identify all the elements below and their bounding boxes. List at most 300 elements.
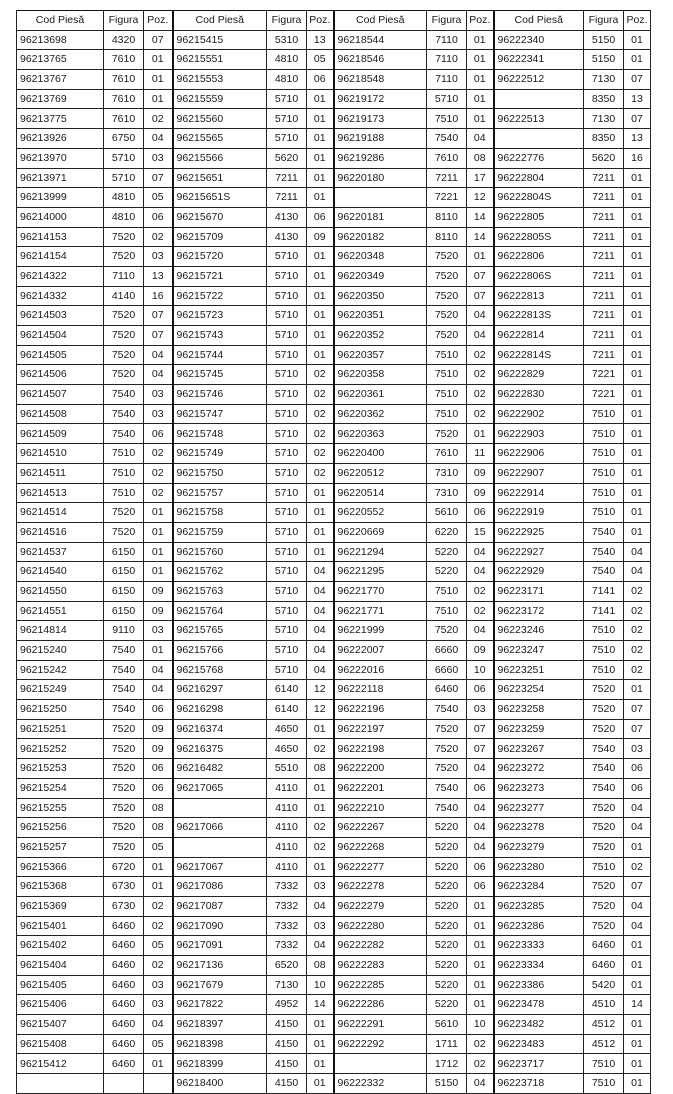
figure-number: 6140 bbox=[267, 680, 307, 700]
position-number: 01 bbox=[467, 424, 494, 444]
figure-number: 7520 bbox=[104, 522, 144, 542]
figure-number: 7520 bbox=[104, 837, 144, 857]
position-number: 16 bbox=[624, 148, 651, 168]
part-code: 96222806S bbox=[494, 266, 584, 286]
position-number: 01 bbox=[624, 837, 651, 857]
figure-number: 7510 bbox=[584, 503, 624, 523]
part-code: 96214505 bbox=[17, 345, 104, 365]
part-code: 96215768 bbox=[173, 660, 267, 680]
figure-number: 7610 bbox=[427, 444, 467, 464]
part-code: 96220348 bbox=[334, 247, 427, 267]
figure-number: 5710 bbox=[104, 148, 144, 168]
position-number: 02 bbox=[144, 227, 173, 247]
position-number bbox=[144, 1074, 173, 1094]
part-code: 96222512 bbox=[494, 70, 584, 90]
figure-number: 7520 bbox=[104, 739, 144, 759]
figure-number: 6460 bbox=[104, 975, 144, 995]
part-code: 96220352 bbox=[334, 326, 427, 346]
figure-number: 7130 bbox=[584, 70, 624, 90]
position-number: 12 bbox=[307, 680, 334, 700]
part-code: 96214508 bbox=[17, 404, 104, 424]
position-number: 01 bbox=[624, 286, 651, 306]
figure-number: 7610 bbox=[104, 89, 144, 109]
figure-number: 4110 bbox=[267, 837, 307, 857]
figure-number: 7510 bbox=[427, 385, 467, 405]
figure-number: 4140 bbox=[104, 286, 144, 306]
figure-number: 5710 bbox=[267, 444, 307, 464]
position-number: 09 bbox=[467, 463, 494, 483]
part-code: 96214506 bbox=[17, 365, 104, 385]
part-code: 96215745 bbox=[173, 365, 267, 385]
figure-number: 7540 bbox=[104, 424, 144, 444]
position-number: 02 bbox=[624, 581, 651, 601]
position-number: 01 bbox=[144, 857, 173, 877]
position-number: 03 bbox=[144, 404, 173, 424]
figure-number: 5710 bbox=[267, 483, 307, 503]
part-code: 96220362 bbox=[334, 404, 427, 424]
position-number: 04 bbox=[624, 798, 651, 818]
table-row bbox=[17, 562, 651, 582]
part-code: 96215368 bbox=[17, 877, 104, 897]
position-number: 01 bbox=[624, 188, 651, 208]
position-number: 02 bbox=[144, 483, 173, 503]
position-number: 01 bbox=[467, 247, 494, 267]
figure-number: 4512 bbox=[584, 1015, 624, 1035]
part-code: 96220669 bbox=[334, 522, 427, 542]
part-code: 96215560 bbox=[173, 109, 267, 129]
figure-number: 5220 bbox=[427, 818, 467, 838]
position-number: 01 bbox=[144, 1054, 173, 1074]
position-number: 04 bbox=[467, 306, 494, 326]
part-code: 96215723 bbox=[173, 306, 267, 326]
part-code: 96220182 bbox=[334, 227, 427, 247]
figure-number: 7510 bbox=[104, 444, 144, 464]
part-code: 96215764 bbox=[173, 601, 267, 621]
position-number: 02 bbox=[467, 1034, 494, 1054]
figure-number: 6660 bbox=[427, 641, 467, 661]
table-row bbox=[17, 1074, 651, 1094]
figure-number: 5710 bbox=[267, 404, 307, 424]
position-number: 01 bbox=[307, 503, 334, 523]
position-number: 04 bbox=[624, 542, 651, 562]
part-code: 96214511 bbox=[17, 463, 104, 483]
figure-number: 7332 bbox=[267, 936, 307, 956]
part-code: 96223277 bbox=[494, 798, 584, 818]
figure-number: 7610 bbox=[104, 50, 144, 70]
figure-number: 7540 bbox=[427, 129, 467, 149]
figure-number: 7211 bbox=[584, 286, 624, 306]
part-code: 96215670 bbox=[173, 207, 267, 227]
figure-number: 5710 bbox=[267, 385, 307, 405]
position-number: 14 bbox=[467, 227, 494, 247]
figure-number: 7310 bbox=[427, 463, 467, 483]
part-code: 96223171 bbox=[494, 581, 584, 601]
position-number: 06 bbox=[467, 877, 494, 897]
table-row bbox=[17, 247, 651, 267]
table-row bbox=[17, 956, 651, 976]
figure-number: 6460 bbox=[104, 995, 144, 1015]
position-number: 10 bbox=[467, 1015, 494, 1035]
part-code: 96215744 bbox=[173, 345, 267, 365]
part-code: 96214000 bbox=[17, 207, 104, 227]
position-number: 04 bbox=[144, 129, 173, 149]
position-number: 01 bbox=[144, 877, 173, 897]
part-code bbox=[173, 837, 267, 857]
part-code: 96223718 bbox=[494, 1074, 584, 1094]
figure-number: 7520 bbox=[427, 739, 467, 759]
figure-number: 7520 bbox=[427, 286, 467, 306]
part-code: 96222007 bbox=[334, 641, 427, 661]
figure-number: 7520 bbox=[584, 798, 624, 818]
part-code: 96215255 bbox=[17, 798, 104, 818]
figure-number: 5310 bbox=[267, 30, 307, 50]
position-number: 02 bbox=[307, 404, 334, 424]
position-number: 01 bbox=[307, 306, 334, 326]
position-number: 01 bbox=[307, 778, 334, 798]
position-number: 01 bbox=[144, 522, 173, 542]
position-number: 01 bbox=[624, 385, 651, 405]
figure-number: 7520 bbox=[584, 700, 624, 720]
code-header: Cod Piesă bbox=[334, 11, 427, 31]
figure-number: 5220 bbox=[427, 936, 467, 956]
part-code: 96220361 bbox=[334, 385, 427, 405]
part-code: 96214322 bbox=[17, 266, 104, 286]
part-code: 96223247 bbox=[494, 641, 584, 661]
figure-number: 7510 bbox=[584, 1074, 624, 1094]
part-code: 96215254 bbox=[17, 778, 104, 798]
position-number: 02 bbox=[144, 444, 173, 464]
part-code: 96213769 bbox=[17, 89, 104, 109]
part-code: 96222813S bbox=[494, 306, 584, 326]
part-code: 96214507 bbox=[17, 385, 104, 405]
position-number: 02 bbox=[307, 837, 334, 857]
position-number: 04 bbox=[624, 562, 651, 582]
table-row bbox=[17, 601, 651, 621]
figure-number: 7540 bbox=[584, 739, 624, 759]
figure-number: 7510 bbox=[427, 365, 467, 385]
part-code: 96215747 bbox=[173, 404, 267, 424]
table-row bbox=[17, 385, 651, 405]
position-number: 13 bbox=[144, 266, 173, 286]
part-code: 96220552 bbox=[334, 503, 427, 523]
position-number: 03 bbox=[624, 739, 651, 759]
table-row bbox=[17, 424, 651, 444]
figure-number: 7520 bbox=[104, 227, 144, 247]
part-code: 96214516 bbox=[17, 522, 104, 542]
figure-number: 7211 bbox=[584, 345, 624, 365]
part-code: 96223267 bbox=[494, 739, 584, 759]
part-code bbox=[173, 798, 267, 818]
part-code: 96222806 bbox=[494, 247, 584, 267]
figure-number: 7540 bbox=[584, 542, 624, 562]
position-number: 09 bbox=[144, 581, 173, 601]
part-code: 96221770 bbox=[334, 581, 427, 601]
part-code: 96222927 bbox=[494, 542, 584, 562]
position-number: 01 bbox=[307, 483, 334, 503]
table-row bbox=[17, 798, 651, 818]
position-number: 02 bbox=[624, 641, 651, 661]
position-number: 09 bbox=[144, 739, 173, 759]
figure-number: 7520 bbox=[584, 680, 624, 700]
position-number: 02 bbox=[624, 621, 651, 641]
position-number: 09 bbox=[144, 601, 173, 621]
figure-number: 6460 bbox=[104, 1034, 144, 1054]
figure-number: 5710 bbox=[267, 129, 307, 149]
part-code: 96215748 bbox=[173, 424, 267, 444]
figure-number: 5710 bbox=[267, 522, 307, 542]
table-row bbox=[17, 1034, 651, 1054]
part-code: 96215565 bbox=[173, 129, 267, 149]
figure-number: 7520 bbox=[104, 818, 144, 838]
figure-number: 4110 bbox=[267, 818, 307, 838]
figure-number: 5710 bbox=[427, 89, 467, 109]
part-code: 96215758 bbox=[173, 503, 267, 523]
part-code: 96222340 bbox=[494, 30, 584, 50]
position-number: 01 bbox=[307, 326, 334, 346]
position-number: 02 bbox=[307, 818, 334, 838]
part-code: 96217679 bbox=[173, 975, 267, 995]
table-row bbox=[17, 50, 651, 70]
figure-number: 7540 bbox=[427, 798, 467, 818]
figure-number: 7520 bbox=[427, 759, 467, 779]
figure-number: 5220 bbox=[427, 837, 467, 857]
position-number: 04 bbox=[144, 365, 173, 385]
part-code: 96223259 bbox=[494, 719, 584, 739]
figure-number: 5710 bbox=[267, 542, 307, 562]
part-code: 96223717 bbox=[494, 1054, 584, 1074]
table-row bbox=[17, 641, 651, 661]
position-number: 04 bbox=[467, 562, 494, 582]
figure-number: 6460 bbox=[427, 680, 467, 700]
position-number: 03 bbox=[144, 247, 173, 267]
figure-number: 5620 bbox=[584, 148, 624, 168]
position-number: 06 bbox=[467, 857, 494, 877]
position-number: 07 bbox=[624, 719, 651, 739]
position-number: 01 bbox=[307, 798, 334, 818]
figure-number: 7110 bbox=[427, 50, 467, 70]
table-row bbox=[17, 542, 651, 562]
table-row bbox=[17, 483, 651, 503]
figure-number: 7520 bbox=[104, 247, 144, 267]
figure-number: 5220 bbox=[427, 916, 467, 936]
part-code: 96221295 bbox=[334, 562, 427, 582]
figure-number: 7211 bbox=[267, 188, 307, 208]
figure-number: 9110 bbox=[104, 621, 144, 641]
position-header: Poz. bbox=[144, 11, 173, 31]
part-code: 96223482 bbox=[494, 1015, 584, 1035]
position-number: 02 bbox=[467, 385, 494, 405]
part-code: 96215750 bbox=[173, 463, 267, 483]
part-code: 96223285 bbox=[494, 896, 584, 916]
table-row bbox=[17, 719, 651, 739]
position-number: 04 bbox=[624, 818, 651, 838]
position-number: 03 bbox=[144, 995, 173, 1015]
table-row bbox=[17, 896, 651, 916]
figure-number: 7211 bbox=[584, 188, 624, 208]
part-code: 96223251 bbox=[494, 660, 584, 680]
part-code: 96217136 bbox=[173, 956, 267, 976]
part-code: 96222813 bbox=[494, 286, 584, 306]
table-row bbox=[17, 129, 651, 149]
part-code: 96215553 bbox=[173, 70, 267, 90]
part-code: 96222776 bbox=[494, 148, 584, 168]
part-code: 96220180 bbox=[334, 168, 427, 188]
part-code: 96222925 bbox=[494, 522, 584, 542]
part-code: 96220400 bbox=[334, 444, 427, 464]
figure-number: 6150 bbox=[104, 542, 144, 562]
position-number: 14 bbox=[624, 995, 651, 1015]
position-number: 05 bbox=[144, 188, 173, 208]
part-code: 96215551 bbox=[173, 50, 267, 70]
position-number: 01 bbox=[624, 1054, 651, 1074]
position-number: 04 bbox=[307, 562, 334, 582]
table-row bbox=[17, 503, 651, 523]
part-code: 96222197 bbox=[334, 719, 427, 739]
position-number: 02 bbox=[467, 581, 494, 601]
figure-number: 4810 bbox=[267, 70, 307, 90]
figure-number: 6150 bbox=[104, 581, 144, 601]
part-code: 96222804S bbox=[494, 188, 584, 208]
figure-number: 7540 bbox=[584, 759, 624, 779]
part-code: 96217087 bbox=[173, 896, 267, 916]
figure-number: 5710 bbox=[267, 345, 307, 365]
figure-number: 7520 bbox=[427, 266, 467, 286]
table-row bbox=[17, 463, 651, 483]
position-number: 01 bbox=[624, 266, 651, 286]
figure-number: 7520 bbox=[104, 759, 144, 779]
part-code: 96215721 bbox=[173, 266, 267, 286]
position-number: 01 bbox=[307, 247, 334, 267]
table-row bbox=[17, 70, 651, 90]
part-code: 96215412 bbox=[17, 1054, 104, 1074]
position-number: 01 bbox=[624, 1015, 651, 1035]
part-code: 96222919 bbox=[494, 503, 584, 523]
table-row bbox=[17, 286, 651, 306]
part-code: 96222277 bbox=[334, 857, 427, 877]
part-code: 96222341 bbox=[494, 50, 584, 70]
figure-number: 7510 bbox=[584, 483, 624, 503]
part-code: 96215407 bbox=[17, 1015, 104, 1035]
position-number: 04 bbox=[307, 581, 334, 601]
position-number: 01 bbox=[144, 89, 173, 109]
position-number: 08 bbox=[307, 956, 334, 976]
figure-number: 4512 bbox=[584, 1034, 624, 1054]
part-code: 96222198 bbox=[334, 739, 427, 759]
part-code: 96215256 bbox=[17, 818, 104, 838]
part-code: 96222513 bbox=[494, 109, 584, 129]
position-number: 15 bbox=[467, 522, 494, 542]
part-code: 96223279 bbox=[494, 837, 584, 857]
figure-number: 5220 bbox=[427, 877, 467, 897]
figure-number: 7211 bbox=[584, 306, 624, 326]
position-number: 07 bbox=[467, 286, 494, 306]
position-number: 08 bbox=[467, 148, 494, 168]
part-code: 96218544 bbox=[334, 30, 427, 50]
position-number: 07 bbox=[624, 700, 651, 720]
part-code: 96223334 bbox=[494, 956, 584, 976]
position-number: 02 bbox=[144, 956, 173, 976]
figure-number: 7130 bbox=[267, 975, 307, 995]
figure-number: 1712 bbox=[427, 1054, 467, 1074]
position-number: 17 bbox=[467, 168, 494, 188]
position-number: 07 bbox=[144, 30, 173, 50]
figure-number: 7510 bbox=[427, 581, 467, 601]
part-code: 96218546 bbox=[334, 50, 427, 70]
part-code: 96215651S bbox=[173, 188, 267, 208]
position-number: 01 bbox=[144, 70, 173, 90]
table-row bbox=[17, 345, 651, 365]
part-code: 96220349 bbox=[334, 266, 427, 286]
position-number: 03 bbox=[144, 148, 173, 168]
position-number: 09 bbox=[467, 641, 494, 661]
figure-number: 4810 bbox=[267, 50, 307, 70]
part-code: 96223172 bbox=[494, 601, 584, 621]
position-number: 01 bbox=[307, 522, 334, 542]
position-number: 01 bbox=[467, 936, 494, 956]
part-code: 96215743 bbox=[173, 326, 267, 346]
part-code: 96216374 bbox=[173, 719, 267, 739]
position-number: 01 bbox=[624, 483, 651, 503]
part-code: 96216297 bbox=[173, 680, 267, 700]
position-number: 01 bbox=[307, 857, 334, 877]
position-number: 01 bbox=[467, 109, 494, 129]
figure-number: 5710 bbox=[267, 463, 307, 483]
figure-number: 4150 bbox=[267, 1015, 307, 1035]
part-code: 96214814 bbox=[17, 621, 104, 641]
part-code: 96215559 bbox=[173, 89, 267, 109]
position-number: 04 bbox=[144, 345, 173, 365]
part-code: 96215249 bbox=[17, 680, 104, 700]
position-number: 13 bbox=[307, 30, 334, 50]
figure-number: 5610 bbox=[427, 503, 467, 523]
figure-number: 6460 bbox=[104, 1015, 144, 1035]
position-number: 01 bbox=[624, 168, 651, 188]
table-row bbox=[17, 975, 651, 995]
figure-number: 7510 bbox=[584, 424, 624, 444]
part-code: 96215720 bbox=[173, 247, 267, 267]
position-number: 02 bbox=[467, 601, 494, 621]
figure-number: 7540 bbox=[427, 778, 467, 798]
figure-number: 7510 bbox=[427, 345, 467, 365]
table-row bbox=[17, 522, 651, 542]
position-number: 01 bbox=[624, 306, 651, 326]
part-code: 96214504 bbox=[17, 326, 104, 346]
part-code: 96222291 bbox=[334, 1015, 427, 1035]
figure-number: 7520 bbox=[427, 621, 467, 641]
figure-number: 8110 bbox=[427, 227, 467, 247]
table-row bbox=[17, 936, 651, 956]
position-number: 07 bbox=[144, 306, 173, 326]
position-number: 04 bbox=[307, 621, 334, 641]
figure-number: 7211 bbox=[267, 168, 307, 188]
table-row bbox=[17, 700, 651, 720]
position-number: 06 bbox=[144, 207, 173, 227]
part-code: 96222286 bbox=[334, 995, 427, 1015]
position-number: 03 bbox=[144, 975, 173, 995]
figure-number: 7520 bbox=[584, 818, 624, 838]
position-number: 10 bbox=[467, 660, 494, 680]
position-number: 01 bbox=[144, 562, 173, 582]
figure-number: 7540 bbox=[584, 522, 624, 542]
part-code bbox=[494, 129, 584, 149]
position-number: 06 bbox=[144, 700, 173, 720]
figure-number: 5710 bbox=[267, 503, 307, 523]
position-number: 05 bbox=[144, 837, 173, 857]
figure-number: 7540 bbox=[427, 700, 467, 720]
figure-number: 5710 bbox=[267, 621, 307, 641]
figure-number: 7540 bbox=[104, 404, 144, 424]
table-row bbox=[17, 1015, 651, 1035]
